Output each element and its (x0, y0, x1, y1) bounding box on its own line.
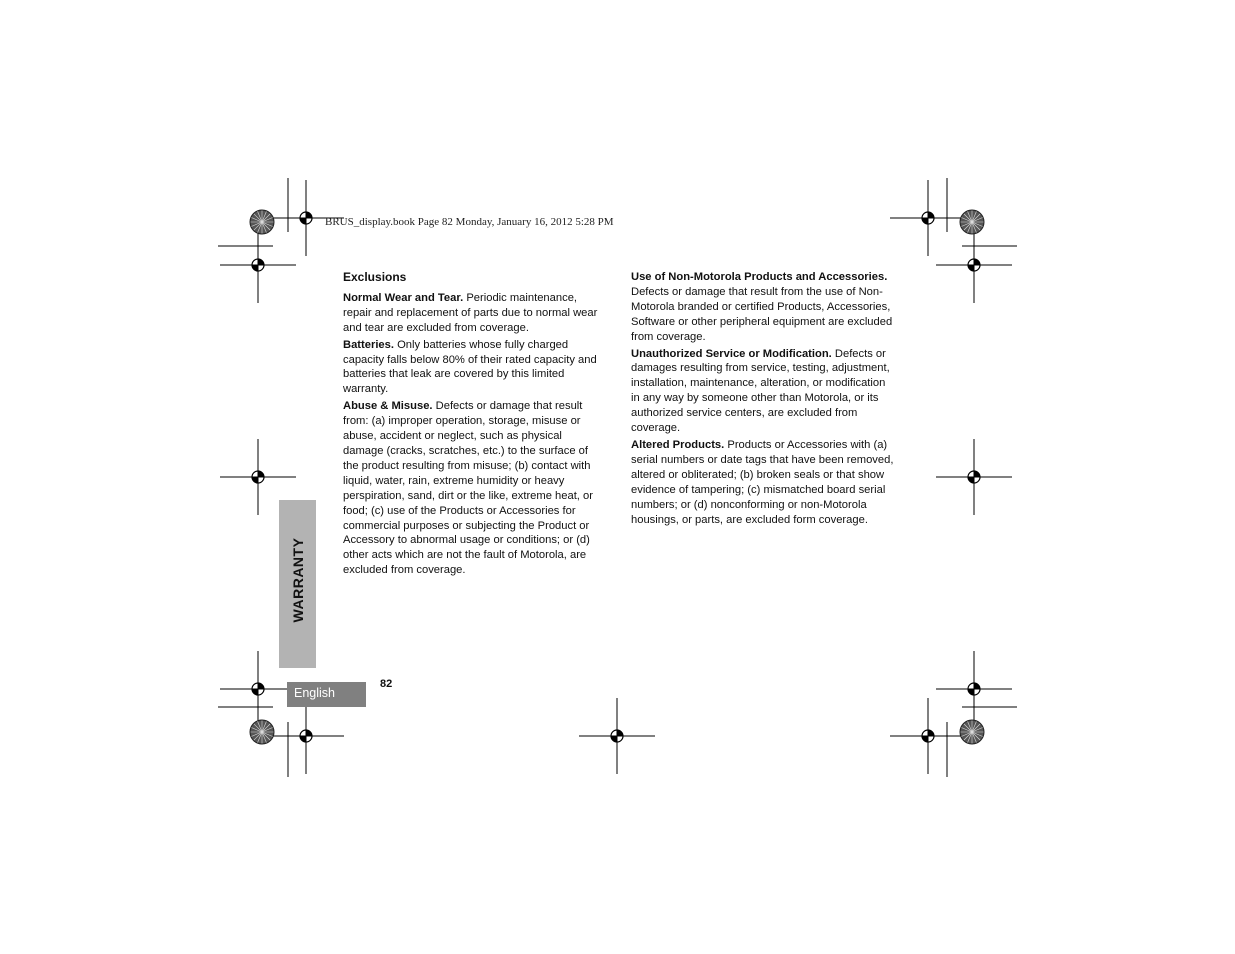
paragraph-batteries (343, 338, 605, 398)
paragraph-body: Defects or damages resulting from service, testing, adjustment, installation, maintenance, alteration, or modification in any way by someone other than Motorola, or its authorized service centers, are excluded from coverage. (631, 347, 890, 435)
crosshair-icon (890, 698, 966, 774)
paragraph-body: Only batteries whose fully charged capacity falls below 80% of their rated capacity and batteries that leak are covered by this limited warranty. (343, 338, 597, 396)
paragraph-unauthorized-service (631, 347, 897, 436)
crosshair-icon (936, 439, 1012, 515)
paragraph-title: Use of Non-Motorola Products and Accessories. (631, 271, 888, 283)
crosshair-icon (220, 227, 296, 303)
language-label: English (287, 682, 366, 707)
color-wheel-icon (250, 210, 274, 234)
paragraph-body: Defects or damage that result from: (a) improper operation, storage, misuse or abuse, accident or neglect, such as physical damage (cracks, scratches, etc.) to the surface of the product resulting from misuse; (b) contact with liquid, water, rain, extreme humidity or heavy perspiration, sand, dirt or the like, extreme heat, or food; (c) use of the Products or Accessories for commercial purposes or subjecting the Product or Accessory to abnormal usage or conditions; or (d) other acts which are not the fault of Motorola, are excluded from coverage. (343, 400, 593, 577)
paragraph-normal-wear (343, 291, 605, 336)
paragraph-title: Unauthorized Service or Modification. (631, 347, 832, 360)
crosshair-icon (936, 651, 1012, 727)
crosshair-icon (268, 698, 344, 774)
paragraph-body: Periodic maintenance, repair and replacement of parts due to normal wear and tear are excluded from coverage. (343, 291, 598, 334)
paragraph-title: Batteries. (343, 338, 394, 351)
crosshair-icon (579, 698, 655, 774)
paragraph-title: Altered Products. (631, 438, 725, 451)
paragraph-title: Normal Wear and Tear. (343, 291, 464, 304)
crosshair-icon (890, 180, 966, 256)
color-wheel-icon (250, 720, 274, 744)
crosshair-icon (936, 227, 1012, 303)
paragraph-body: Defects or damage that result from the use of Non-Motorola branded or certified Products, Accessories, Software or other peripheral equipment are excluded from coverage. (631, 285, 893, 343)
left-column (343, 270, 605, 580)
paragraph-non-motorola (631, 270, 897, 345)
color-wheel-icon (960, 720, 984, 744)
section-heading: Exclusions (343, 270, 407, 284)
color-wheel-icon (960, 210, 984, 234)
right-column (631, 270, 897, 529)
paragraph-altered-products (631, 438, 897, 527)
paragraph-abuse-misuse (343, 399, 605, 578)
side-tab-label: WARRANTY (290, 537, 306, 623)
page-number: 82 (380, 678, 393, 690)
paragraph-title: Abuse & Misuse. (343, 400, 433, 413)
page-header: BRUS_display.book Page 82 Monday, January 16, 2012 5:28 PM (325, 216, 614, 228)
paragraph-body: Products or Accessories with (a) serial numbers or date tags that have been removed, altered or obliterated; (b) broken seals or that show evidence of tampering; (c) mismatched board serial numbers; or (d) nonconforming or non-Motorola housings, or parts, are excluded form coverage. (631, 438, 894, 526)
